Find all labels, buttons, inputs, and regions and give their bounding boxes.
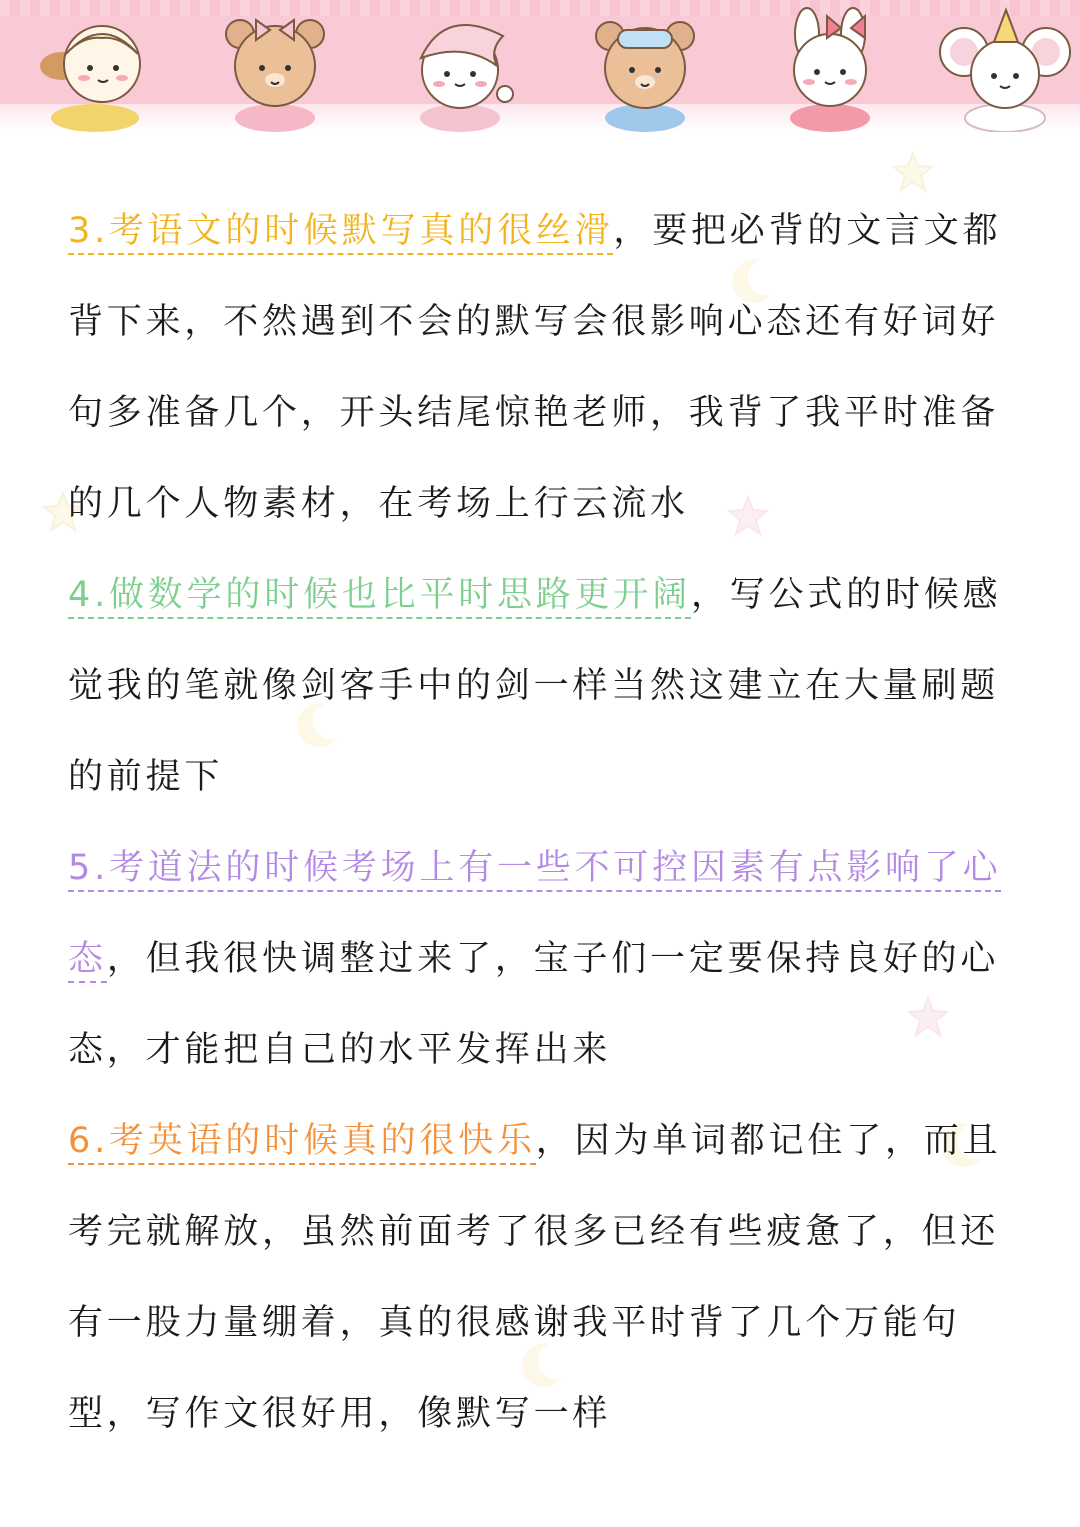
paragraph-chinese-exam: [68, 186, 1028, 550]
bear-with-sleep-mask-icon: [570, 6, 720, 132]
paragraph-text: ，因为单词都记住了，而且考完就解放，虽然前面考了很多已经有些疲惫了，但还有一股力量绷着，真的很感谢我平时背了几个万能句型，写作文很好用，像默写一样: [68, 1121, 1002, 1434]
paragraph-english-exam: [68, 1096, 1028, 1460]
paragraph-text: ，写公式的时候感觉我的笔就像剑客手中的剑一样当然这建立在大量刷题的前提下: [68, 575, 1002, 797]
bear-with-bow-icon: [200, 6, 350, 132]
highlight-heading: 3.考语文的时候默写真的很丝滑: [68, 211, 613, 255]
paragraph-text: ，但我很快调整过来了，宝子们一定要保持良好的心态，才能把自己的水平发挥出来: [68, 939, 1000, 1070]
highlight-heading: 5.考道法的时候考场上有一些不可控因素有点影响了心态: [68, 848, 1001, 983]
paragraph-math-exam: [68, 550, 1028, 823]
paragraph-text: ，要把必背的文言文都背下来，不然遇到不会的默写会很影响心态还有好词好句多准备几个，开头结尾惊艳老师，我背了我平时准备的几个人物素材，在考场上行云流水: [68, 211, 1002, 524]
top-banner: [0, 0, 1080, 132]
mouse-with-party-hat-icon: [930, 6, 1080, 132]
highlight-heading: 4.做数学的时候也比平时思路更开阔: [68, 575, 691, 619]
cat-with-nightcap-icon: [385, 6, 535, 132]
bunny-with-bow-icon: [755, 6, 905, 132]
article-body: [68, 186, 1028, 1460]
paragraph-ethics-exam: [68, 823, 1028, 1096]
girl-doll-icon: [20, 6, 170, 132]
highlight-heading: 6.考英语的时候真的很快乐: [68, 1121, 536, 1165]
